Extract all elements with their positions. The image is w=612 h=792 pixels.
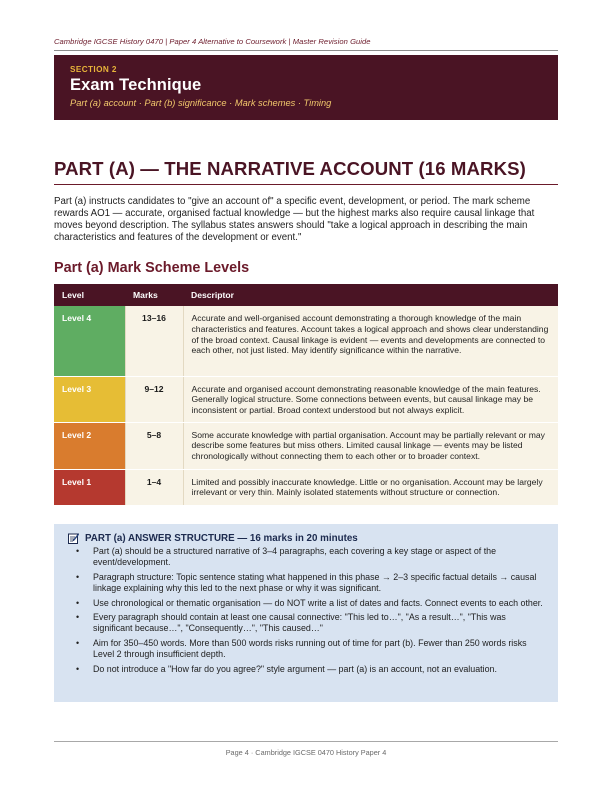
level-cell: Level 2 bbox=[54, 422, 125, 469]
table-row-level-1 bbox=[54, 469, 558, 505]
list-item: • Part (a) should be a structured narrative of 3–4 paragraphs, each covering a key stage or aspect of the event/development. bbox=[93, 546, 557, 568]
table-row-level-2 bbox=[54, 422, 558, 469]
section-kicker: SECTION 2 bbox=[70, 65, 117, 74]
memo-pencil-icon bbox=[68, 533, 79, 544]
marks-cell: 5–8 bbox=[125, 422, 183, 469]
section-banner bbox=[54, 55, 558, 120]
table-row-level-3 bbox=[54, 376, 558, 422]
mark-scheme-table bbox=[54, 284, 558, 506]
level-cell: Level 3 bbox=[54, 376, 125, 422]
level-cell: Level 1 bbox=[54, 469, 125, 505]
list-item: • Aim for 350–450 words. More than 500 words risks running out of time for part (b). Fewer than 250 words risks Level 2 through insufficient depth. bbox=[93, 638, 557, 660]
list-item: • Use chronological or thematic organisation — do NOT write a list of dates and facts. Connect events to each other. bbox=[93, 598, 557, 609]
page-heading: PART (A) — THE NARRATIVE ACCOUNT (16 MARKS) bbox=[54, 158, 526, 179]
intro-paragraph: Part (a) instructs candidates to "give an account of" a specific event, development, or period. The mark scheme rewards AO1 — accurate, organised factual knowledge — but the highest marks also require causal linkage that moves beyond description. The syllabus states answers should "take a logical approach in describing the main characteristics and features of the development or event." bbox=[54, 196, 535, 243]
section-subtitle: Part (a) account · Part (b) significance · Mark schemes · Timing bbox=[70, 98, 332, 108]
running-head-rule bbox=[54, 50, 558, 51]
marks-cell: 9–12 bbox=[125, 376, 183, 422]
answer-structure-title-text: PART (a) ANSWER STRUCTURE — 16 marks in 20 minutes bbox=[85, 533, 358, 544]
descriptor-cell: Accurate and well-organised account demonstrating a thorough knowledge of the main characteristics and features. Account takes a logical approach and shows clear understanding of the broad context. Causal linkage is evident — events and developments are connected to each other, not just listed. May identify significance within the narrative. bbox=[183, 306, 558, 376]
column-header-level: Level bbox=[54, 284, 125, 306]
descriptor-cell: Limited and possibly inaccurate knowledge. Little or no organisation. Account may be largely irrelevant or very thin. Mainly isolated statements without structure or connection. bbox=[183, 469, 558, 505]
section-title: Exam Technique bbox=[70, 76, 202, 94]
footer-rule bbox=[54, 741, 558, 742]
column-header-marks: Marks bbox=[125, 284, 183, 306]
answer-structure-title bbox=[68, 533, 358, 544]
column-header-descriptor: Descriptor bbox=[183, 284, 558, 306]
descriptor-cell: Accurate and organised account demonstrating reasonable knowledge of the main features. Generally logical structure. Some connections between events, but causal linkage may be inconsistent or partial. Broad context understood but not always explicit. bbox=[183, 376, 558, 422]
heading-rule bbox=[54, 184, 558, 185]
list-item: • Do not introduce a "How far do you agree?" style argument — part (a) is an account, not an evaluation. bbox=[93, 664, 557, 675]
page-footer: Page 4 · Cambridge IGCSE 0470 History Paper 4 bbox=[225, 748, 387, 757]
level-cell: Level 4 bbox=[54, 306, 125, 376]
marks-cell: 13–16 bbox=[125, 306, 183, 376]
table-row-level-4 bbox=[54, 306, 558, 376]
list-item: • Paragraph structure: Topic sentence stating what happened in this phase → 2–3 specific factual details → causal linkage explaining why this led to the next phase or why it was significant. bbox=[93, 572, 557, 594]
descriptor-cell: Some accurate knowledge with partial organisation. Account may be partially relevant or may describe some features but miss others. Limited causal linkage — events may be listed chronologically without connecting them to each other or to broader context. bbox=[183, 422, 558, 469]
table-header-row bbox=[54, 284, 558, 306]
answer-structure-list bbox=[57, 546, 557, 679]
marks-cell: 1–4 bbox=[125, 469, 183, 505]
running-head: Cambridge IGCSE History 0470 | Paper 4 Alternative to Coursework | Master Revision Guide bbox=[54, 37, 371, 46]
mark-scheme-heading: Part (a) Mark Scheme Levels bbox=[54, 260, 250, 276]
answer-structure-box bbox=[54, 524, 558, 702]
list-item: • Every paragraph should contain at least one causal connective: "This led to…", "As a result…", "This was significant because…", "Consequently…", "This caused…" bbox=[93, 612, 557, 634]
